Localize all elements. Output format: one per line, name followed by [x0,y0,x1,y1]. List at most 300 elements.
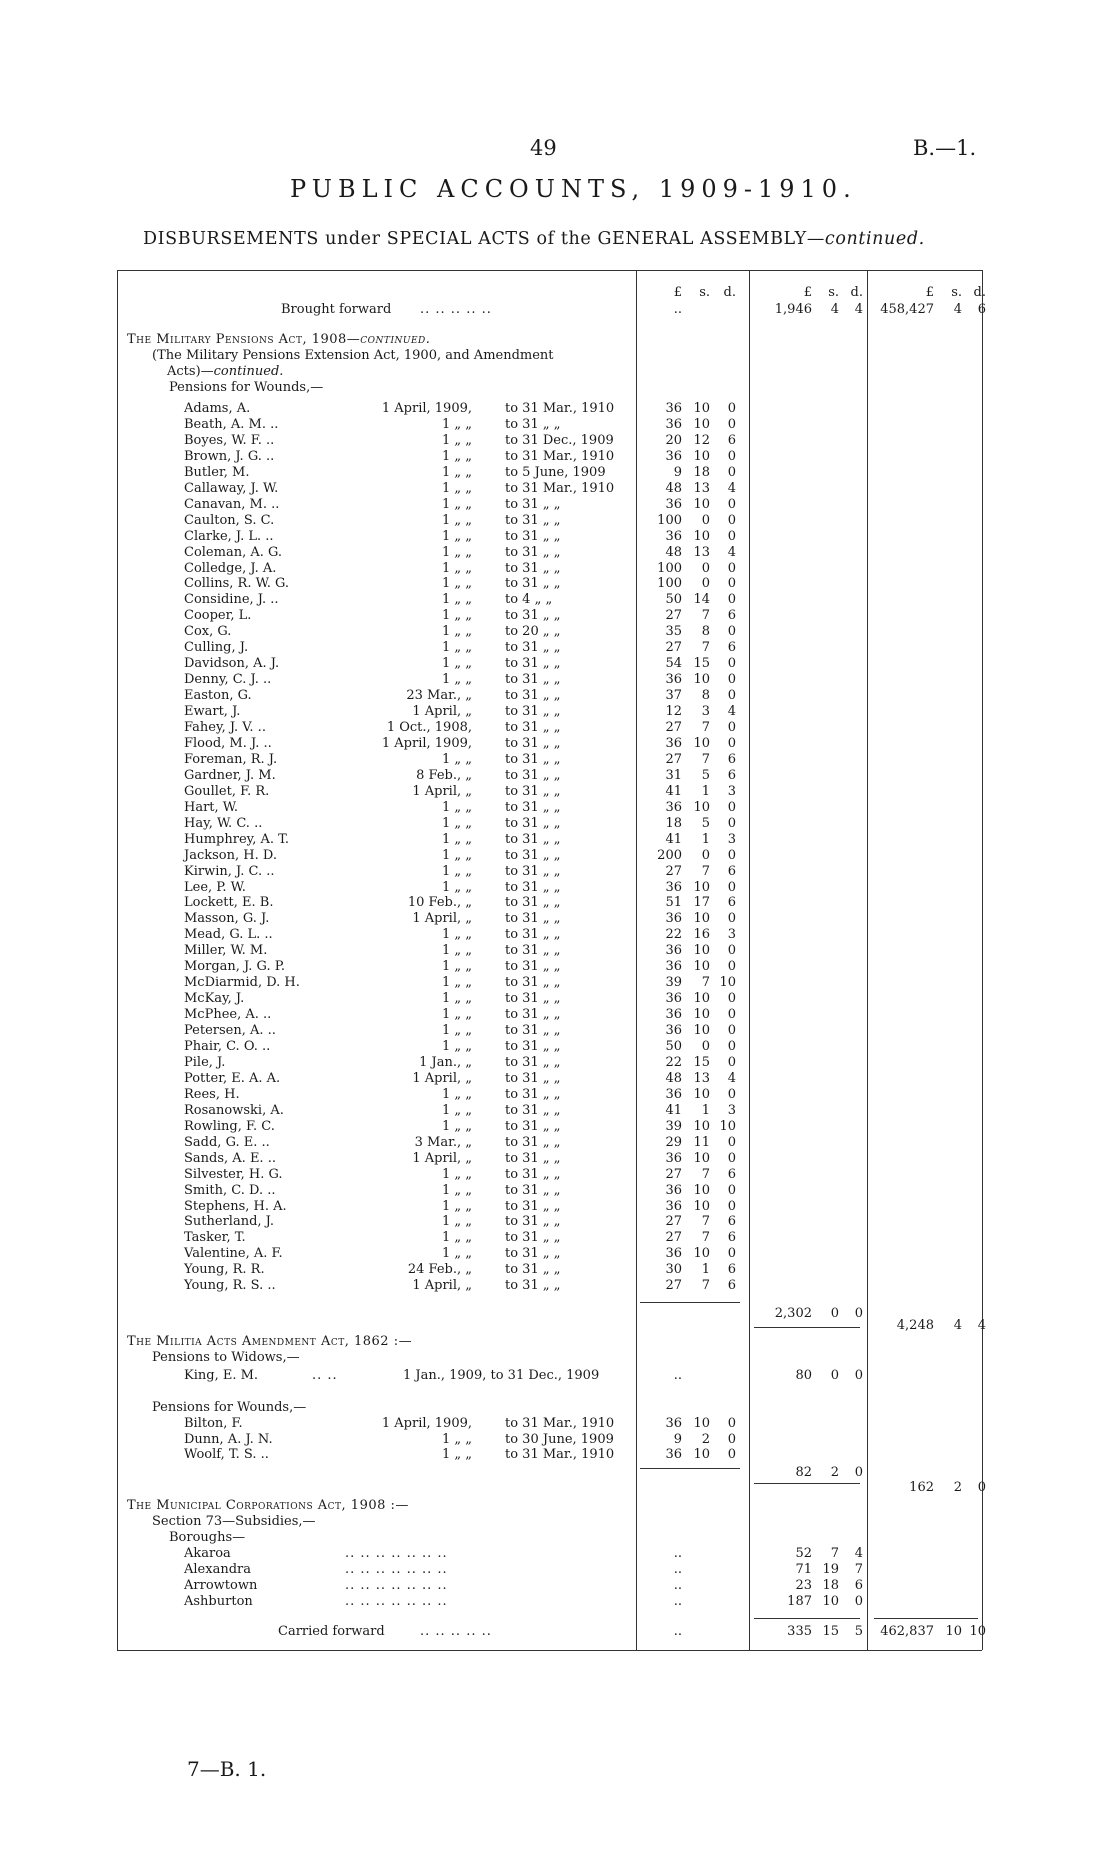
amount-pounds: 36 [665,448,682,464]
pension-row [0,624,1114,640]
amount-shillings: 10 [693,1246,710,1262]
brought-forward-shillings: 4 [830,302,839,317]
amount-pounds: 30 [665,1262,682,1278]
pension-row [0,895,1114,911]
pensioner-name: Cox, G. [184,624,232,640]
boroughs-heading: Boroughs— [169,1530,246,1545]
pension-start: 1 „ „ [441,847,472,863]
pension-start: 1 April, „ [412,704,472,720]
amount-shillings: 10 [693,943,710,959]
amount-shillings: 7 [701,863,710,879]
pension-end: to 31 „ „ [505,1086,561,1102]
pension-end: to 31 „ „ [505,560,561,576]
amount-shillings: 0 [701,847,710,863]
amount-pounds: 36 [665,1447,682,1462]
pension-row [0,816,1114,832]
amount-pence: 0 [727,943,736,959]
pension-end: to 31 „ „ [505,1039,561,1054]
pension-row [0,768,1114,784]
amount-pence: 0 [727,1054,736,1070]
amount-shillings: 8 [701,688,710,704]
amount-pounds: 27 [665,1278,682,1294]
pension-row [0,481,1114,497]
pension-row [0,752,1114,768]
pension-row [0,864,1114,880]
pension-end: to 31 „ „ [505,943,561,959]
borough-name: Arrowtown [184,1578,258,1593]
pension-row [0,592,1114,608]
pension-start: 1 „ „ [441,1118,472,1134]
militia-total-shillings: 2 [953,1480,962,1495]
pension-start: 1 „ „ [441,1431,472,1447]
amount-pounds: 23 [795,1578,812,1593]
amount-pounds: 200 [657,847,682,863]
amount-pence: 0 [727,1246,736,1262]
military-act-subheading: (The Military Pensions Extension Act, 1900, and Amendment [152,348,554,363]
military-act-heading [127,332,430,348]
pension-start: 1 „ „ [441,1230,472,1246]
pension-end: to 31 „ „ [505,1007,561,1023]
pension-row [0,401,1114,417]
amount-shillings: 5 [701,815,710,831]
pension-end: to 31 „ „ [505,1230,561,1246]
amount-shillings: 13 [693,544,710,560]
pension-row [0,800,1114,816]
pension-start: 10 Feb., „ [407,895,472,911]
wounds-heading: Pensions for Wounds,— [169,380,324,395]
pension-end: to 31 „ „ [505,1278,561,1294]
pensioner-name: Rees, H. [184,1086,240,1102]
pension-row [0,1007,1114,1023]
pensioner-name: Silvester, H. G. [184,1166,283,1182]
amount-shillings: 13 [693,480,710,496]
pension-start: 1 April, „ [412,911,472,927]
shillings-header: s. [699,285,710,300]
amount-shillings: 10 [693,1150,710,1166]
amount-shillings: 7 [701,608,710,624]
amount-pence: 0 [727,720,736,735]
amount-pence: 0 [727,991,736,1007]
amount-shillings: 10 [693,1086,710,1102]
pension-start: 1 „ „ [441,1198,472,1214]
amount-shillings: 0 [701,560,710,576]
pensioner-name: Fahey, J. V. .. [184,720,266,735]
pension-start: 1 „ „ [441,432,472,448]
pensioner-name: Ewart, J. [184,704,241,720]
pension-end: to 31 „ „ [505,1166,561,1182]
amount-shillings: 7 [701,975,710,991]
militia-total-pounds: 162 [909,1480,934,1495]
pensioner-name: Young, R. R. [184,1262,265,1278]
amount-shillings: 10 [693,416,710,432]
pension-start: 1 „ „ [441,959,472,975]
leader-dots: .. .. .. .. .. [420,302,492,317]
pensioner-name: Rosanowski, A. [184,1102,284,1118]
amount-pence: 4 [727,480,736,496]
shillings-header: s. [828,285,839,300]
pension-row [0,1119,1114,1135]
amount-pence: 6 [727,863,736,879]
pensioner-name: Foreman, R. J. [184,751,278,767]
amount-pounds: 36 [665,991,682,1007]
amount-shillings: 1 [701,783,710,799]
pence-header: d. [973,285,986,300]
amount-pounds: 187 [787,1594,812,1609]
pensioner-name: Boyes, W. F. .. [184,432,275,448]
pension-start: 1 „ „ [441,751,472,767]
borough-row [0,1594,1114,1610]
pension-row [0,1055,1114,1071]
amount-shillings: 10 [693,735,710,751]
pensioner-name: Brown, J. G. .. [184,448,275,464]
amount-shillings: 3 [701,704,710,720]
amount-shillings: 7 [701,1278,710,1294]
amount-pence: 7 [854,1562,863,1577]
subtotal-rule [754,1483,860,1484]
amount-pence: 6 [727,751,736,767]
amount-pounds: 36 [665,1007,682,1023]
pension-end: to 31 „ „ [505,863,561,879]
pension-start: 1 April, 1909, [381,735,472,751]
pension-row [0,1151,1114,1167]
amount-shillings: 10 [693,672,710,688]
amount-pounds: 54 [665,656,682,672]
pension-start: 1 „ „ [441,927,472,943]
page-title: PUBLIC ACCOUNTS, 1909-1910. [290,175,857,203]
amount-pence: 6 [727,1230,736,1246]
pension-row [0,975,1114,991]
subtotal-rule [640,1468,740,1469]
pensioner-name: Tasker, T. [184,1230,246,1246]
amount-shillings: 10 [693,1007,710,1023]
amount-pence: 0 [727,847,736,863]
amount-pence: 0 [727,815,736,831]
amount-pounds: 22 [665,1054,682,1070]
pensioner-name: Caulton, S. C. [184,512,275,528]
amount-pence: 0 [727,1086,736,1102]
militia-act-heading: The Militia Acts Amendment Act, 1862 :— [127,1334,413,1349]
amount-pounds: 27 [665,1166,682,1182]
pension-end: to 31 „ „ [505,1118,561,1134]
pension-end: to 31 „ „ [505,799,561,815]
amount-shillings: 0 [701,1039,710,1054]
amount-pounds: 36 [665,943,682,959]
pensioner-name: Morgan, J. G. P. [184,959,285,975]
amount-shillings: 10 [693,1182,710,1198]
amount-pounds: 37 [665,688,682,704]
pounds-header: £ [673,285,682,300]
amount-shillings: 7 [830,1546,839,1561]
pence-header: d. [850,285,863,300]
pension-start: 1 April, „ [412,1278,472,1294]
pension-start: 1 „ „ [441,416,472,432]
pension-start: 1 April, 1909, [381,1416,472,1431]
pension-end: to 31 „ „ [505,991,561,1007]
amount-pounds: 36 [665,1416,682,1431]
amount-pence: 0 [727,448,736,464]
amount-shillings: 10 [693,448,710,464]
amount-pounds: 36 [665,799,682,815]
pensioner-name: Phair, C. O. .. [184,1039,271,1054]
pension-end: to 31 „ „ [505,576,561,592]
pension-row [0,1432,1114,1448]
brought-forward-total-pence: 6 [977,302,986,317]
pension-row [0,576,1114,592]
pension-start: 1 „ „ [441,576,472,592]
amount-col1: .. [673,1546,682,1561]
amount-pounds: 52 [795,1546,812,1561]
brought-forward-col1: .. [673,302,682,317]
pension-start: 1 „ „ [441,672,472,688]
military-total-shillings: 4 [953,1318,962,1333]
amount-pounds: 71 [795,1562,812,1577]
pensioner-name: Sands, A. E. .. [184,1150,276,1166]
pensioner-name: Davidson, A. J. [184,656,280,672]
pension-start: 1 April, „ [412,1150,472,1166]
pension-start: 1 „ „ [441,831,472,847]
pension-start: 3 Mar., „ [414,1134,472,1150]
amount-shillings: 10 [693,1416,710,1431]
pensioner-name: Sutherland, J. [184,1214,274,1230]
amount-pence: 0 [727,464,736,480]
pensioner-name: Miller, W. M. [184,943,268,959]
pension-row [0,561,1114,577]
amount-col1: .. [673,1368,682,1383]
carried-forward-label: Carried forward [278,1624,385,1639]
amount-pounds: 9 [673,1431,682,1447]
brought-forward-label: Brought forward [281,302,392,317]
amount-pence: 0 [727,512,736,528]
subtotal-rule [640,1302,740,1303]
amount-shillings: 18 [822,1578,839,1593]
amount-pounds: 22 [665,927,682,943]
pension-end: to 31 „ „ [505,704,561,720]
pension-end: to 31 Mar., 1910 [505,448,615,464]
amount-pence: 0 [727,624,736,640]
amount-pence: 0 [727,735,736,751]
amount-pence: 0 [727,560,736,576]
pension-end: to 31 „ „ [505,416,561,432]
pension-end: to 31 „ „ [505,751,561,767]
pensioner-name: McDiarmid, D. H. [184,975,300,991]
pension-row [0,672,1114,688]
amount-pence: 0 [727,576,736,592]
pension-end: to 31 „ „ [505,1102,561,1118]
amount-pounds: 48 [665,480,682,496]
pension-row [0,1023,1114,1039]
pensioner-name: Stephens, H. A. [184,1198,287,1214]
amount-shillings: 7 [701,640,710,656]
pension-row [0,1416,1114,1432]
pensioner-name: McPhee, A. .. [184,1007,272,1023]
amount-pounds: 41 [665,1102,682,1118]
amount-shillings: 11 [693,1134,710,1150]
amount-pounds: 27 [665,863,682,879]
amount-shillings: 0 [701,512,710,528]
amount-pence: 6 [727,767,736,783]
amount-shillings: 7 [701,1214,710,1230]
pension-end: to 31 Mar., 1910 [505,401,615,416]
amount-pence: 6 [727,608,736,624]
amount-shillings: 10 [693,799,710,815]
pension-row [0,959,1114,975]
militia-subtotal-pounds: 82 [795,1465,812,1480]
pension-row [0,1278,1114,1294]
carried-forward-pounds: 335 [787,1624,812,1639]
pension-row [0,927,1114,943]
amount-shillings: 17 [693,895,710,911]
pensioner-name: Lockett, E. B. [184,895,274,911]
amount-col1: .. [673,1594,682,1609]
pension-start: 1 „ „ [441,991,472,1007]
pension-start: 1 „ „ [441,512,472,528]
amount-pence: 0 [854,1368,863,1383]
pensioner-name: Denny, C. J. .. [184,672,272,688]
amount-shillings: 0 [830,1368,839,1383]
pension-row [0,608,1114,624]
amount-pence: 0 [727,1007,736,1023]
amount-pence: 0 [727,1134,736,1150]
pension-end: to 31 „ „ [505,1198,561,1214]
pensioner-name: Jackson, H. D. [184,847,277,863]
amount-pence: 3 [727,1102,736,1118]
pension-end: to 31 „ „ [505,815,561,831]
page-subtitle [143,229,925,249]
pension-period: 1 Jan., 1909, to 31 Dec., 1909 [403,1368,600,1383]
amount-pence: 6 [727,640,736,656]
military-act-subheading-cont [167,364,283,380]
pension-start: 1 „ „ [441,799,472,815]
pension-start: 1 „ „ [441,656,472,672]
pension-row [0,736,1114,752]
amount-shillings: 5 [701,767,710,783]
amount-pence: 0 [854,1594,863,1609]
amount-pounds: 36 [665,959,682,975]
amount-pence: 0 [727,1198,736,1214]
amount-pence: 6 [854,1578,863,1593]
pension-start: 1 „ „ [441,879,472,895]
military-act-title: The Military Pensions Act, 1908— [127,332,361,347]
pension-start: 1 „ „ [441,560,472,576]
leader-dots: .. .. .. .. .. .. .. [345,1562,448,1577]
borough-name: Akaroa [184,1546,231,1561]
amount-pounds: 80 [795,1368,812,1383]
amount-pounds: 31 [665,767,682,783]
borough-row [0,1578,1114,1594]
pension-row [0,1199,1114,1215]
amount-pence: 0 [727,1431,736,1447]
pension-end: to 31 „ „ [505,608,561,624]
amount-pounds: 36 [665,1246,682,1262]
pension-row [0,449,1114,465]
amount-pounds: 18 [665,815,682,831]
amount-pence: 0 [727,1150,736,1166]
amount-pence: 0 [727,656,736,672]
pensioner-name: Masson, G. J. [184,911,270,927]
military-subtotal-shillings: 0 [830,1306,839,1321]
pension-end: to 31 „ „ [505,975,561,991]
amount-pounds: 12 [665,704,682,720]
amount-pence: 6 [727,1166,736,1182]
pensioner-name: Cooper, L. [184,608,252,624]
pension-start: 1 „ „ [441,1246,472,1262]
pension-end: to 31 „ „ [505,496,561,512]
brought-forward-pence: 4 [854,302,863,317]
pension-end: to 31 „ „ [505,767,561,783]
amount-pounds: 51 [665,895,682,911]
pension-end: to 31 „ „ [505,1023,561,1039]
amount-shillings: 10 [693,528,710,544]
carried-forward-total-pence: 10 [969,1624,986,1639]
amount-pence: 0 [727,879,736,895]
brought-forward-total-shillings: 4 [953,302,962,317]
pensioner-name: Goullet, F. R. [184,783,270,799]
amount-shillings: 13 [693,1070,710,1086]
amount-pounds: 39 [665,1118,682,1134]
amount-pence: 0 [727,1416,736,1431]
pension-start: 1 „ „ [441,480,472,496]
pension-end: to 31 Mar., 1910 [505,1416,615,1431]
pension-row [0,656,1114,672]
pension-start: 1 „ „ [441,1102,472,1118]
amount-pounds: 29 [665,1134,682,1150]
pensioner-name: Hart, W. [184,799,239,815]
pension-start: 1 „ „ [441,496,472,512]
pension-end: to 31 Mar., 1910 [505,480,615,496]
amount-shillings: 10 [822,1594,839,1609]
subtitle-text: DISBURSEMENTS under SPECIAL ACTS of the GENERAL ASSEMBLY [143,229,807,249]
pension-row [0,688,1114,704]
pensioner-name: Adams, A. [184,401,251,416]
pension-start: 1 „ „ [441,544,472,560]
borough-name: Ashburton [184,1594,253,1609]
amount-pounds: 36 [665,416,682,432]
amount-shillings: 10 [693,1118,710,1134]
militia-wounds-heading: Pensions for Wounds,— [152,1400,307,1415]
pounds-header: £ [803,285,812,300]
amount-shillings: 7 [701,1166,710,1182]
amount-pounds: 100 [657,560,682,576]
amount-shillings: 10 [693,959,710,975]
pension-row [0,704,1114,720]
amount-shillings: 7 [701,720,710,735]
amount-pounds: 27 [665,1214,682,1230]
pension-row [0,720,1114,736]
pension-start: 23 Mar., „ [406,688,472,704]
pension-end: to 31 „ „ [505,895,561,911]
leader-dots: .. .. [312,1368,338,1383]
pensioner-name: Butler, M. [184,464,250,480]
pensioner-name: Humphrey, A. T. [184,831,290,847]
amount-shillings: 10 [693,911,710,927]
pension-start: 1 „ „ [441,1166,472,1182]
shillings-header: s. [951,285,962,300]
amount-shillings: 10 [693,879,710,895]
pension-row [0,1183,1114,1199]
pensioner-name: Potter, E. A. A. [184,1070,281,1086]
pensioner-name: Petersen, A. .. [184,1023,276,1039]
pension-start: 1 „ „ [441,624,472,640]
amount-pence: 4 [727,544,736,560]
pension-end: to 31 „ „ [505,847,561,863]
amount-pounds: 27 [665,720,682,735]
amount-pounds: 48 [665,1070,682,1086]
pension-row [0,1262,1114,1278]
pension-end: to 31 „ „ [505,544,561,560]
pension-end: to 31 „ „ [505,512,561,528]
amount-pounds: 35 [665,624,682,640]
carried-forward-total-pounds: 462,837 [880,1624,934,1639]
